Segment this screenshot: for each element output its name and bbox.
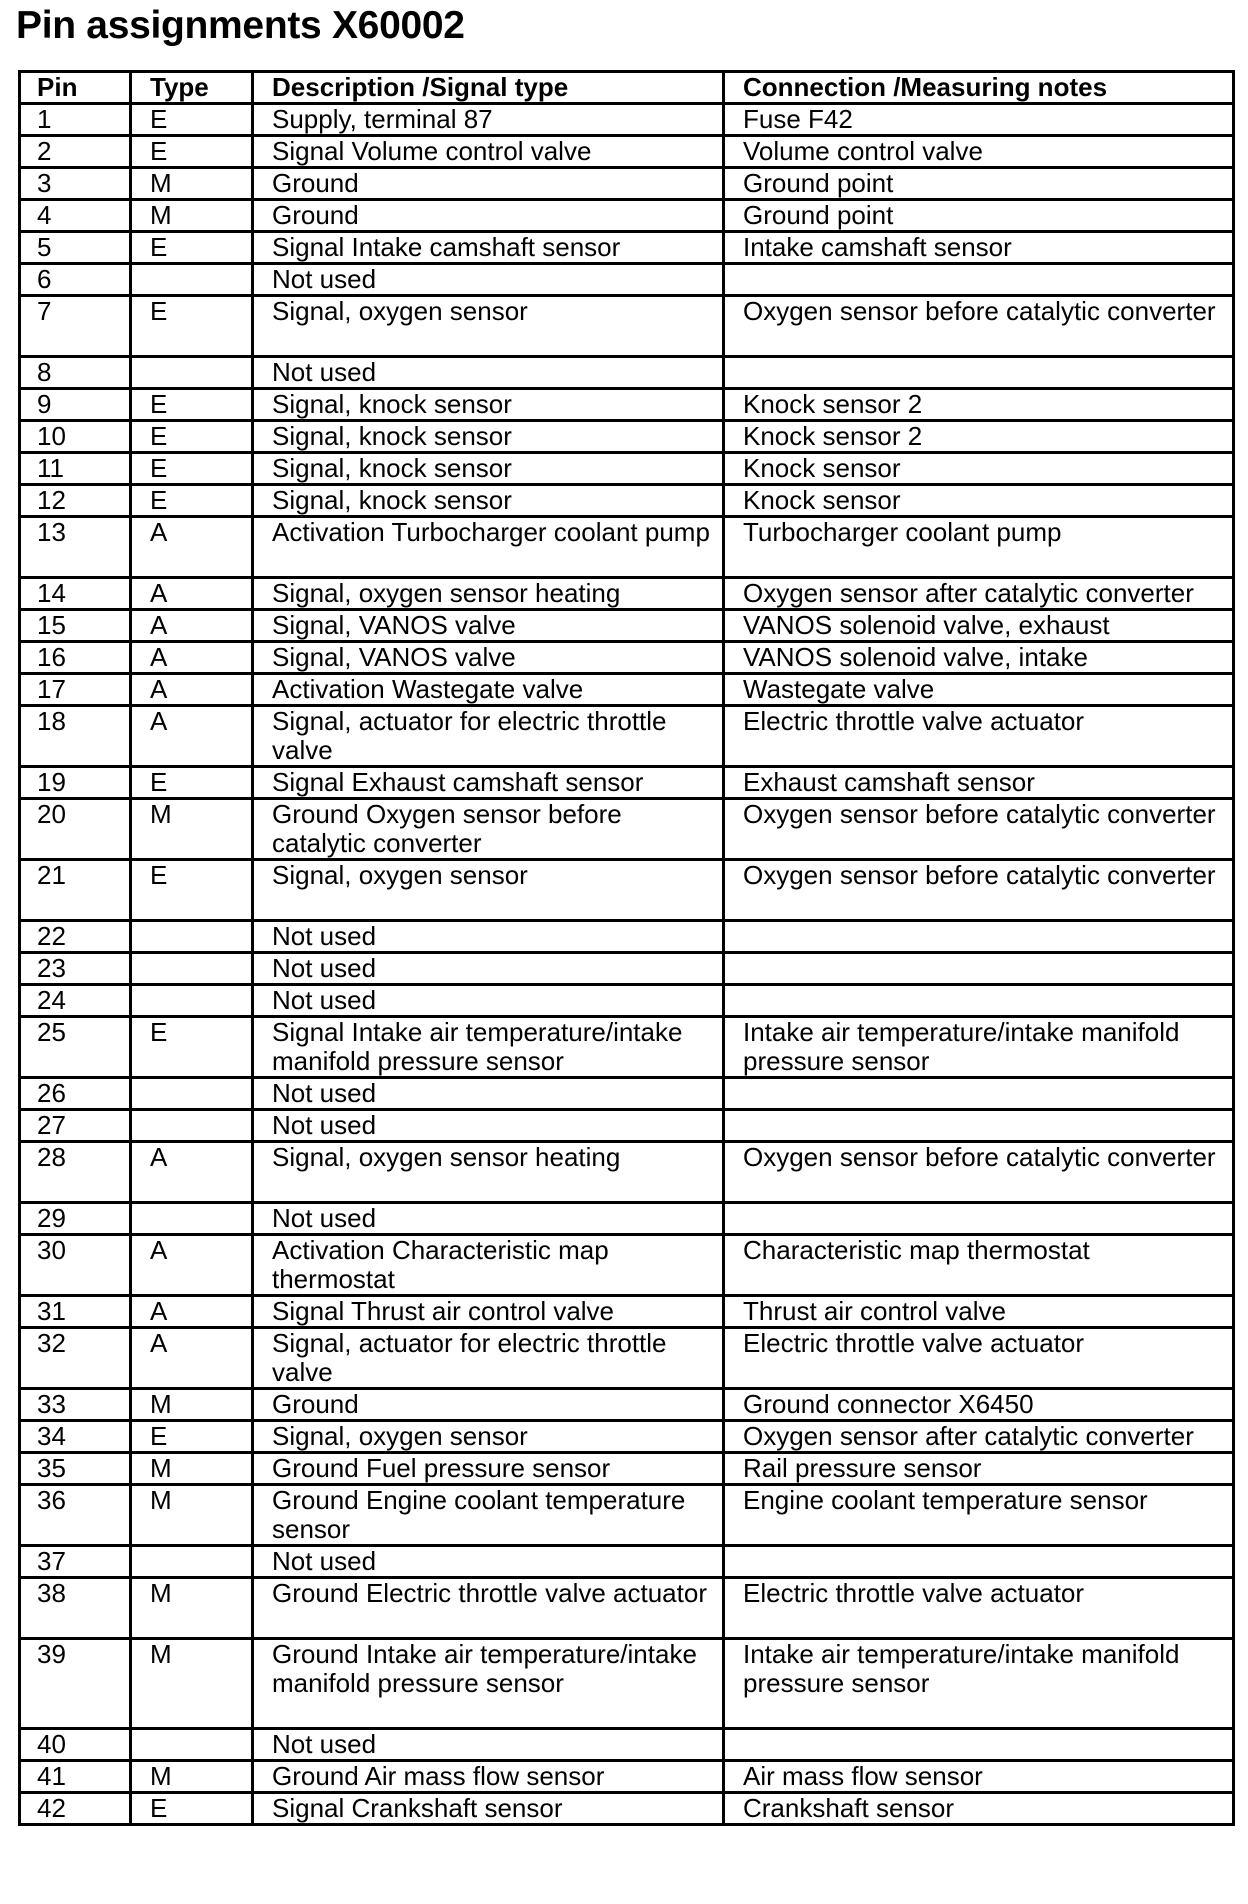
cell-pin: 18 xyxy=(20,706,131,767)
table-row xyxy=(20,799,1234,860)
cell-description: Signal, oxygen sensor heating xyxy=(253,1142,724,1203)
table-row xyxy=(20,1203,1234,1235)
cell-pin: 20 xyxy=(20,799,131,860)
cell-pin: 21 xyxy=(20,860,131,921)
cell-type: M xyxy=(131,168,253,200)
cell-connection: Rail pressure sensor xyxy=(724,1453,1234,1485)
table-row xyxy=(20,1793,1234,1825)
cell-connection: Knock sensor 2 xyxy=(724,389,1234,421)
cell-description: Signal, oxygen sensor xyxy=(253,1421,724,1453)
cell-connection: Crankshaft sensor xyxy=(724,1793,1234,1825)
cell-description: Ground Intake air temperature/intake manifold pressure sensor xyxy=(253,1639,724,1729)
cell-description: Signal, knock sensor xyxy=(253,485,724,517)
table-row xyxy=(20,1078,1234,1110)
cell-description: Ground xyxy=(253,200,724,232)
cell-description: Signal Intake camshaft sensor xyxy=(253,232,724,264)
cell-description: Not used xyxy=(253,1546,724,1578)
table-row xyxy=(20,1546,1234,1578)
cell-connection: Oxygen sensor after catalytic converter xyxy=(724,1421,1234,1453)
cell-type: E xyxy=(131,767,253,799)
cell-connection: Knock sensor xyxy=(724,485,1234,517)
cell-pin: 33 xyxy=(20,1389,131,1421)
cell-description: Signal, oxygen sensor heating xyxy=(253,578,724,610)
cell-connection: Intake camshaft sensor xyxy=(724,232,1234,264)
cell-type xyxy=(131,357,253,389)
cell-description: Signal Exhaust camshaft sensor xyxy=(253,767,724,799)
cell-connection xyxy=(724,1078,1234,1110)
table-row xyxy=(20,104,1234,136)
table-row xyxy=(20,453,1234,485)
cell-connection: Oxygen sensor before catalytic converter xyxy=(724,860,1234,921)
table-row xyxy=(20,860,1234,921)
cell-pin: 36 xyxy=(20,1485,131,1546)
cell-pin: 2 xyxy=(20,136,131,168)
cell-description: Signal, knock sensor xyxy=(253,421,724,453)
cell-description: Not used xyxy=(253,953,724,985)
cell-connection: Ground connector X6450 xyxy=(724,1389,1234,1421)
cell-type: A xyxy=(131,578,253,610)
cell-connection xyxy=(724,357,1234,389)
cell-pin: 16 xyxy=(20,642,131,674)
cell-connection: Air mass flow sensor xyxy=(724,1761,1234,1793)
table-row xyxy=(20,767,1234,799)
cell-description: Signal, knock sensor xyxy=(253,389,724,421)
cell-connection xyxy=(724,1203,1234,1235)
table-row xyxy=(20,1328,1234,1389)
table-row xyxy=(20,1639,1234,1729)
cell-pin: 8 xyxy=(20,357,131,389)
cell-type xyxy=(131,1078,253,1110)
column-header-connection: Connection /Measuring notes xyxy=(724,72,1234,104)
cell-description: Supply, terminal 87 xyxy=(253,104,724,136)
table-header-row xyxy=(20,72,1234,104)
cell-type: A xyxy=(131,642,253,674)
cell-pin: 7 xyxy=(20,296,131,357)
cell-type: E xyxy=(131,421,253,453)
cell-type: M xyxy=(131,1485,253,1546)
cell-description: Not used xyxy=(253,1203,724,1235)
cell-type: M xyxy=(131,1639,253,1729)
cell-description: Signal, oxygen sensor xyxy=(253,860,724,921)
cell-description: Ground Electric throttle valve actuator xyxy=(253,1578,724,1639)
cell-connection: Intake air temperature/intake manifold pressure sensor xyxy=(724,1017,1234,1078)
cell-pin: 14 xyxy=(20,578,131,610)
cell-pin: 22 xyxy=(20,921,131,953)
cell-description: Not used xyxy=(253,921,724,953)
cell-description: Not used xyxy=(253,357,724,389)
cell-pin: 28 xyxy=(20,1142,131,1203)
cell-type xyxy=(131,985,253,1017)
cell-pin: 5 xyxy=(20,232,131,264)
cell-pin: 37 xyxy=(20,1546,131,1578)
cell-connection xyxy=(724,264,1234,296)
cell-connection: Turbocharger coolant pump xyxy=(724,517,1234,578)
cell-pin: 30 xyxy=(20,1235,131,1296)
table-row xyxy=(20,357,1234,389)
cell-connection: Oxygen sensor after catalytic converter xyxy=(724,578,1234,610)
column-header-pin: Pin xyxy=(20,72,131,104)
cell-pin: 29 xyxy=(20,1203,131,1235)
table-row xyxy=(20,1389,1234,1421)
cell-description: Signal, oxygen sensor xyxy=(253,296,724,357)
table-row xyxy=(20,610,1234,642)
cell-type: M xyxy=(131,799,253,860)
cell-connection: Knock sensor xyxy=(724,453,1234,485)
cell-description: Ground Fuel pressure sensor xyxy=(253,1453,724,1485)
cell-description: Not used xyxy=(253,264,724,296)
cell-type: M xyxy=(131,1578,253,1639)
cell-type: A xyxy=(131,1235,253,1296)
cell-connection: Thrust air control valve xyxy=(724,1296,1234,1328)
cell-pin: 40 xyxy=(20,1729,131,1761)
cell-description: Signal, actuator for electric throttle valve xyxy=(253,1328,724,1389)
table-row xyxy=(20,200,1234,232)
cell-description: Ground xyxy=(253,1389,724,1421)
cell-description: Signal, knock sensor xyxy=(253,453,724,485)
cell-pin: 35 xyxy=(20,1453,131,1485)
cell-type: A xyxy=(131,1142,253,1203)
table-row xyxy=(20,1578,1234,1639)
cell-connection xyxy=(724,953,1234,985)
table-row xyxy=(20,1017,1234,1078)
cell-type: E xyxy=(131,104,253,136)
cell-pin: 17 xyxy=(20,674,131,706)
cell-type: E xyxy=(131,453,253,485)
cell-pin: 23 xyxy=(20,953,131,985)
cell-type xyxy=(131,921,253,953)
cell-connection xyxy=(724,985,1234,1017)
table-row xyxy=(20,921,1234,953)
cell-connection xyxy=(724,1546,1234,1578)
table-row xyxy=(20,1142,1234,1203)
cell-description: Ground Oxygen sensor before catalytic converter xyxy=(253,799,724,860)
cell-type: E xyxy=(131,232,253,264)
cell-description: Signal Intake air temperature/intake manifold pressure sensor xyxy=(253,1017,724,1078)
cell-type xyxy=(131,1546,253,1578)
cell-pin: 25 xyxy=(20,1017,131,1078)
cell-type: E xyxy=(131,136,253,168)
cell-pin: 26 xyxy=(20,1078,131,1110)
cell-connection: Electric throttle valve actuator xyxy=(724,1328,1234,1389)
cell-pin: 4 xyxy=(20,200,131,232)
cell-type xyxy=(131,1729,253,1761)
cell-type: E xyxy=(131,389,253,421)
table-row xyxy=(20,136,1234,168)
cell-type: E xyxy=(131,1793,253,1825)
cell-type: E xyxy=(131,296,253,357)
column-header-description: Description /Signal type xyxy=(253,72,724,104)
cell-description: Ground Engine coolant temperature sensor xyxy=(253,1485,724,1546)
cell-description: Ground Air mass flow sensor xyxy=(253,1761,724,1793)
cell-description: Signal, actuator for electric throttle valve xyxy=(253,706,724,767)
cell-type: E xyxy=(131,1017,253,1078)
cell-connection: Electric throttle valve actuator xyxy=(724,1578,1234,1639)
cell-type xyxy=(131,1203,253,1235)
cell-connection: Exhaust camshaft sensor xyxy=(724,767,1234,799)
cell-pin: 11 xyxy=(20,453,131,485)
table-row xyxy=(20,985,1234,1017)
cell-description: Signal Volume control valve xyxy=(253,136,724,168)
cell-description: Signal Thrust air control valve xyxy=(253,1296,724,1328)
table-row xyxy=(20,421,1234,453)
cell-type: M xyxy=(131,200,253,232)
cell-pin: 1 xyxy=(20,104,131,136)
cell-description: Not used xyxy=(253,1110,724,1142)
cell-pin: 12 xyxy=(20,485,131,517)
table-row xyxy=(20,1421,1234,1453)
cell-type: M xyxy=(131,1761,253,1793)
cell-pin: 34 xyxy=(20,1421,131,1453)
page-title: Pin assignments X60002 xyxy=(16,4,465,47)
cell-pin: 27 xyxy=(20,1110,131,1142)
table-row xyxy=(20,1761,1234,1793)
table-row xyxy=(20,1110,1234,1142)
cell-connection: Oxygen sensor before catalytic converter xyxy=(724,1142,1234,1203)
table-row xyxy=(20,642,1234,674)
cell-connection: VANOS solenoid valve, exhaust xyxy=(724,610,1234,642)
cell-connection: VANOS solenoid valve, intake xyxy=(724,642,1234,674)
table-row xyxy=(20,168,1234,200)
cell-pin: 31 xyxy=(20,1296,131,1328)
cell-type: E xyxy=(131,1421,253,1453)
table-row xyxy=(20,232,1234,264)
table-body xyxy=(20,104,1234,1825)
cell-pin: 3 xyxy=(20,168,131,200)
table-row xyxy=(20,517,1234,578)
cell-type: A xyxy=(131,517,253,578)
cell-pin: 39 xyxy=(20,1639,131,1729)
table-row xyxy=(20,296,1234,357)
cell-pin: 6 xyxy=(20,264,131,296)
cell-type: A xyxy=(131,674,253,706)
cell-pin: 42 xyxy=(20,1793,131,1825)
cell-connection xyxy=(724,1729,1234,1761)
cell-description: Signal, VANOS valve xyxy=(253,610,724,642)
table-row xyxy=(20,1296,1234,1328)
table-row xyxy=(20,1453,1234,1485)
cell-pin: 32 xyxy=(20,1328,131,1389)
cell-connection: Intake air temperature/intake manifold pressure sensor xyxy=(724,1639,1234,1729)
cell-type: A xyxy=(131,1296,253,1328)
table-row xyxy=(20,264,1234,296)
cell-description: Ground xyxy=(253,168,724,200)
table-row xyxy=(20,953,1234,985)
cell-type xyxy=(131,1110,253,1142)
table-row xyxy=(20,674,1234,706)
cell-type: E xyxy=(131,860,253,921)
cell-description: Not used xyxy=(253,985,724,1017)
cell-connection xyxy=(724,1110,1234,1142)
table-row xyxy=(20,1485,1234,1546)
cell-connection: Oxygen sensor before catalytic converter xyxy=(724,799,1234,860)
column-header-type: Type xyxy=(131,72,253,104)
table-row xyxy=(20,389,1234,421)
cell-pin: 9 xyxy=(20,389,131,421)
cell-description: Activation Wastegate valve xyxy=(253,674,724,706)
cell-pin: 13 xyxy=(20,517,131,578)
cell-connection: Wastegate valve xyxy=(724,674,1234,706)
table-row xyxy=(20,1235,1234,1296)
cell-pin: 38 xyxy=(20,1578,131,1639)
cell-description: Activation Turbocharger coolant pump xyxy=(253,517,724,578)
cell-connection xyxy=(724,921,1234,953)
cell-description: Not used xyxy=(253,1729,724,1761)
cell-type: A xyxy=(131,610,253,642)
cell-connection: Electric throttle valve actuator xyxy=(724,706,1234,767)
table-row xyxy=(20,485,1234,517)
cell-connection: Engine coolant temperature sensor xyxy=(724,1485,1234,1546)
cell-connection: Fuse F42 xyxy=(724,104,1234,136)
cell-connection: Ground point xyxy=(724,200,1234,232)
cell-description: Activation Characteristic map thermostat xyxy=(253,1235,724,1296)
cell-connection: Characteristic map thermostat xyxy=(724,1235,1234,1296)
cell-connection: Volume control valve xyxy=(724,136,1234,168)
cell-type: M xyxy=(131,1453,253,1485)
table-row xyxy=(20,578,1234,610)
pin-assignments-table xyxy=(18,70,1235,1826)
cell-type: A xyxy=(131,706,253,767)
table-row xyxy=(20,1729,1234,1761)
cell-type xyxy=(131,953,253,985)
cell-type: E xyxy=(131,485,253,517)
cell-type xyxy=(131,264,253,296)
cell-type: A xyxy=(131,1328,253,1389)
cell-connection: Oxygen sensor before catalytic converter xyxy=(724,296,1234,357)
cell-pin: 10 xyxy=(20,421,131,453)
table-row xyxy=(20,706,1234,767)
cell-pin: 41 xyxy=(20,1761,131,1793)
cell-pin: 15 xyxy=(20,610,131,642)
cell-pin: 19 xyxy=(20,767,131,799)
cell-connection: Knock sensor 2 xyxy=(724,421,1234,453)
cell-description: Not used xyxy=(253,1078,724,1110)
cell-description: Signal, VANOS valve xyxy=(253,642,724,674)
cell-pin: 24 xyxy=(20,985,131,1017)
cell-type: M xyxy=(131,1389,253,1421)
cell-description: Signal Crankshaft sensor xyxy=(253,1793,724,1825)
cell-connection: Ground point xyxy=(724,168,1234,200)
